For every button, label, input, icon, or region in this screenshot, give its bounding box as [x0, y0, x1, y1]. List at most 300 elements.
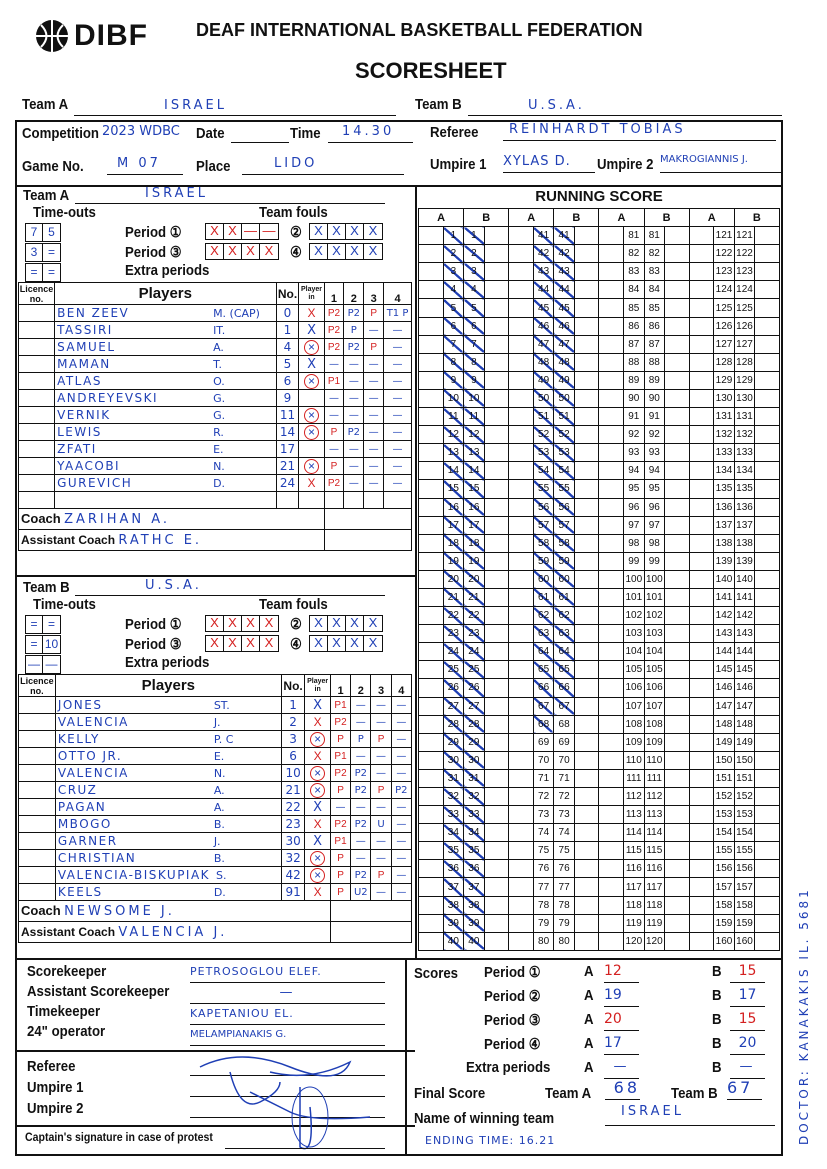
- team-foul-box[interactable]: X: [328, 616, 346, 631]
- score-mark-a[interactable]: [599, 534, 624, 552]
- player-foul[interactable]: —: [384, 475, 412, 492]
- score-mark-a[interactable]: [599, 643, 624, 661]
- score-mark-a[interactable]: [689, 733, 714, 751]
- score-mark-b[interactable]: [665, 751, 690, 769]
- player-foul[interactable]: —: [384, 458, 412, 475]
- score-number-b[interactable]: 28: [464, 715, 485, 733]
- score-number-b[interactable]: 35: [464, 842, 485, 860]
- score-number-b[interactable]: 64: [554, 643, 575, 661]
- score-mark-b[interactable]: [484, 661, 509, 679]
- score-mark-b[interactable]: [484, 462, 509, 480]
- score-mark-b[interactable]: [665, 679, 690, 697]
- score-mark-a[interactable]: [419, 353, 444, 371]
- score-mark-a[interactable]: [599, 661, 624, 679]
- score-mark-a[interactable]: [689, 588, 714, 606]
- player-number[interactable]: 21: [276, 458, 299, 475]
- score-number-b[interactable]: 49: [554, 371, 575, 389]
- player-foul[interactable]: —: [391, 867, 411, 884]
- score-number-b[interactable]: 57: [554, 516, 575, 534]
- score-number-b[interactable]: 156: [734, 860, 755, 878]
- score-mark-b[interactable]: [574, 444, 599, 462]
- score-mark-a[interactable]: [419, 860, 444, 878]
- score-mark-a[interactable]: [689, 462, 714, 480]
- score-number-a[interactable]: 113: [624, 806, 645, 824]
- licence-cell[interactable]: [19, 390, 55, 407]
- score-mark-a[interactable]: [599, 607, 624, 625]
- player-foul[interactable]: P: [371, 867, 391, 884]
- score-number-a[interactable]: 6: [443, 317, 464, 335]
- score-number-b[interactable]: 11: [464, 408, 485, 426]
- score-number-b[interactable]: 114: [644, 824, 665, 842]
- score-mark-a[interactable]: [599, 480, 624, 498]
- player-in-cell[interactable]: [299, 373, 324, 390]
- score-number-a[interactable]: 152: [714, 788, 735, 806]
- score-number-a[interactable]: 91: [624, 408, 645, 426]
- team-foul-box[interactable]: X: [206, 244, 224, 259]
- score-mark-b[interactable]: [755, 281, 780, 299]
- score-mark-b[interactable]: [574, 552, 599, 570]
- player-in-cell[interactable]: [299, 492, 324, 509]
- score-number-b[interactable]: 136: [734, 498, 755, 516]
- score-number-a[interactable]: 14: [443, 462, 464, 480]
- player-foul[interactable]: P: [371, 731, 391, 748]
- player-foul[interactable]: P: [371, 782, 391, 799]
- score-mark-a[interactable]: [419, 552, 444, 570]
- score-number-a[interactable]: 32: [443, 788, 464, 806]
- score-number-b[interactable]: 9: [464, 371, 485, 389]
- score-mark-a[interactable]: [509, 896, 534, 914]
- score-mark-b[interactable]: [665, 715, 690, 733]
- score-mark-b[interactable]: [665, 534, 690, 552]
- score-number-a[interactable]: 157: [714, 878, 735, 896]
- score-mark-b[interactable]: [755, 625, 780, 643]
- score-number-a[interactable]: 107: [624, 697, 645, 715]
- score-mark-b[interactable]: [484, 516, 509, 534]
- score-mark-b[interactable]: [755, 552, 780, 570]
- score-mark-a[interactable]: [689, 263, 714, 281]
- score-mark-b[interactable]: [665, 498, 690, 516]
- player-foul[interactable]: P2: [324, 305, 344, 322]
- player-number[interactable]: 11: [276, 407, 299, 424]
- score-mark-a[interactable]: [509, 733, 534, 751]
- score-mark-b[interactable]: [665, 733, 690, 751]
- player-name-cell[interactable]: [55, 714, 281, 731]
- score-mark-b[interactable]: [574, 389, 599, 407]
- score-number-a[interactable]: 22: [443, 607, 464, 625]
- score-number-b[interactable]: 103: [644, 625, 665, 643]
- score-mark-a[interactable]: [509, 227, 534, 245]
- score-mark-b[interactable]: [755, 643, 780, 661]
- player-foul[interactable]: P: [330, 850, 350, 867]
- player-foul[interactable]: —: [391, 850, 411, 867]
- score-mark-a[interactable]: [599, 570, 624, 588]
- score-mark-a[interactable]: [509, 751, 534, 769]
- score-number-b[interactable]: 152: [734, 788, 755, 806]
- player-number[interactable]: 1: [281, 697, 304, 714]
- score-number-a[interactable]: 54: [533, 462, 554, 480]
- licence-cell[interactable]: [19, 424, 55, 441]
- player-name-cell[interactable]: [55, 816, 281, 833]
- licence-cell[interactable]: [19, 867, 56, 884]
- score-mark-a[interactable]: [599, 625, 624, 643]
- team-foul-box[interactable]: X: [224, 224, 242, 239]
- score-mark-a[interactable]: [509, 842, 534, 860]
- score-mark-b[interactable]: [574, 643, 599, 661]
- score-number-b[interactable]: 38: [464, 896, 485, 914]
- score-number-a[interactable]: 20: [443, 570, 464, 588]
- score-number-a[interactable]: 119: [624, 914, 645, 932]
- score-number-b[interactable]: 67: [554, 697, 575, 715]
- score-mark-a[interactable]: [599, 516, 624, 534]
- score-number-b[interactable]: 145: [734, 661, 755, 679]
- score-mark-b[interactable]: [755, 353, 780, 371]
- score-number-a[interactable]: 78: [533, 896, 554, 914]
- player-foul[interactable]: —: [330, 799, 350, 816]
- score-number-b[interactable]: 24: [464, 643, 485, 661]
- score-number-b[interactable]: 115: [644, 842, 665, 860]
- team-foul-box[interactable]: X: [206, 224, 224, 239]
- score-number-b[interactable]: 122: [734, 245, 755, 263]
- team-foul-box[interactable]: X: [346, 244, 364, 259]
- score-mark-a[interactable]: [419, 480, 444, 498]
- score-mark-b[interactable]: [665, 516, 690, 534]
- score-number-b[interactable]: 18: [464, 534, 485, 552]
- score-mark-b[interactable]: [484, 625, 509, 643]
- player-number[interactable]: 14: [276, 424, 299, 441]
- score-number-b[interactable]: 143: [734, 625, 755, 643]
- player-foul[interactable]: P: [351, 731, 371, 748]
- score-mark-a[interactable]: [509, 371, 534, 389]
- score-mark-b[interactable]: [574, 751, 599, 769]
- licence-cell[interactable]: [19, 697, 56, 714]
- score-mark-a[interactable]: [599, 299, 624, 317]
- player-in-cell[interactable]: [305, 867, 331, 884]
- score-mark-b[interactable]: [484, 371, 509, 389]
- score-number-b[interactable]: 74: [554, 824, 575, 842]
- team-foul-box[interactable]: X: [346, 636, 364, 651]
- score-number-a[interactable]: 131: [714, 408, 735, 426]
- player-foul[interactable]: —: [344, 458, 364, 475]
- score-mark-b[interactable]: [484, 733, 509, 751]
- score-number-a[interactable]: 98: [624, 534, 645, 552]
- score-mark-b[interactable]: [484, 444, 509, 462]
- score-number-a[interactable]: 21: [443, 588, 464, 606]
- score-mark-a[interactable]: [509, 245, 534, 263]
- score-mark-a[interactable]: [509, 806, 534, 824]
- score-mark-a[interactable]: [599, 389, 624, 407]
- player-foul[interactable]: —: [384, 339, 412, 356]
- score-number-a[interactable]: 77: [533, 878, 554, 896]
- score-mark-b[interactable]: [484, 842, 509, 860]
- score-number-b[interactable]: 137: [734, 516, 755, 534]
- score-number-a[interactable]: 79: [533, 914, 554, 932]
- score-number-b[interactable]: 124: [734, 281, 755, 299]
- player-in-cell[interactable]: [299, 339, 324, 356]
- score-mark-b[interactable]: [484, 715, 509, 733]
- score-number-b[interactable]: 75: [554, 842, 575, 860]
- score-number-a[interactable]: 135: [714, 480, 735, 498]
- timeout-box[interactable]: =: [47, 245, 55, 259]
- score-number-a[interactable]: 128: [714, 353, 735, 371]
- player-number[interactable]: 24: [276, 475, 299, 492]
- score-mark-a[interactable]: [509, 788, 534, 806]
- score-number-b[interactable]: 37: [464, 878, 485, 896]
- score-number-b[interactable]: 53: [554, 444, 575, 462]
- score-mark-a[interactable]: [419, 607, 444, 625]
- score-mark-a[interactable]: [419, 245, 444, 263]
- player-name-cell[interactable]: [55, 850, 281, 867]
- score-mark-a[interactable]: [509, 516, 534, 534]
- score-number-a[interactable]: 134: [714, 462, 735, 480]
- score-mark-b[interactable]: [574, 715, 599, 733]
- score-mark-a[interactable]: [689, 389, 714, 407]
- score-number-a[interactable]: 84: [624, 281, 645, 299]
- score-mark-a[interactable]: [509, 914, 534, 932]
- score-number-a[interactable]: 149: [714, 733, 735, 751]
- player-foul[interactable]: P1: [330, 833, 350, 850]
- score-number-a[interactable]: 100: [624, 570, 645, 588]
- score-number-b[interactable]: 139: [734, 552, 755, 570]
- player-number[interactable]: 2: [281, 714, 304, 731]
- licence-cell[interactable]: [19, 356, 55, 373]
- score-number-a[interactable]: 111: [624, 769, 645, 787]
- score-number-a[interactable]: 120: [624, 932, 645, 950]
- score-mark-b[interactable]: [574, 914, 599, 932]
- team-fouls-p3[interactable]: [205, 243, 279, 260]
- score-number-b[interactable]: 45: [554, 299, 575, 317]
- score-number-b[interactable]: 42: [554, 245, 575, 263]
- score-number-a[interactable]: 118: [624, 896, 645, 914]
- score-mark-a[interactable]: [599, 408, 624, 426]
- score-mark-b[interactable]: [574, 462, 599, 480]
- score-mark-a[interactable]: [419, 498, 444, 516]
- score-mark-b[interactable]: [755, 516, 780, 534]
- score-number-b[interactable]: 121: [734, 227, 755, 245]
- player-name-cell[interactable]: [55, 697, 281, 714]
- score-mark-a[interactable]: [509, 697, 534, 715]
- score-number-a[interactable]: 126: [714, 317, 735, 335]
- score-mark-b[interactable]: [484, 570, 509, 588]
- score-mark-b[interactable]: [574, 498, 599, 516]
- team-foul-box[interactable]: X: [242, 636, 260, 651]
- score-mark-a[interactable]: [419, 896, 444, 914]
- score-mark-a[interactable]: [599, 769, 624, 787]
- score-number-b[interactable]: 104: [644, 643, 665, 661]
- player-number[interactable]: 22: [281, 799, 304, 816]
- score-mark-b[interactable]: [574, 371, 599, 389]
- score-mark-a[interactable]: [689, 227, 714, 245]
- score-number-b[interactable]: 78: [554, 896, 575, 914]
- score-number-b[interactable]: 142: [734, 607, 755, 625]
- score-mark-b[interactable]: [665, 462, 690, 480]
- score-mark-b[interactable]: [665, 570, 690, 588]
- score-mark-a[interactable]: [689, 534, 714, 552]
- score-number-b[interactable]: 50: [554, 389, 575, 407]
- score-mark-b[interactable]: [755, 788, 780, 806]
- player-name-cell[interactable]: [55, 390, 276, 407]
- player-foul[interactable]: U: [371, 816, 391, 833]
- score-number-a[interactable]: 106: [624, 679, 645, 697]
- score-number-a[interactable]: 73: [533, 806, 554, 824]
- score-number-b[interactable]: 160: [734, 932, 755, 950]
- player-foul[interactable]: —: [371, 884, 391, 901]
- score-number-b[interactable]: 148: [734, 715, 755, 733]
- score-mark-b[interactable]: [484, 824, 509, 842]
- score-number-b[interactable]: 134: [734, 462, 755, 480]
- score-mark-a[interactable]: [419, 914, 444, 932]
- protest-signature-line[interactable]: [225, 1148, 385, 1149]
- player-in-cell[interactable]: [305, 765, 331, 782]
- score-number-a[interactable]: 57: [533, 516, 554, 534]
- score-number-a[interactable]: 112: [624, 788, 645, 806]
- player-number[interactable]: 10: [281, 765, 304, 782]
- player-in-cell[interactable]: [299, 322, 324, 339]
- team-foul-box[interactable]: X: [328, 224, 346, 239]
- score-number-a[interactable]: 50: [533, 389, 554, 407]
- score-mark-a[interactable]: [509, 335, 534, 353]
- score-number-b[interactable]: 63: [554, 625, 575, 643]
- licence-cell[interactable]: [19, 765, 56, 782]
- score-number-b[interactable]: 86: [644, 317, 665, 335]
- score-mark-b[interactable]: [484, 769, 509, 787]
- score-mark-a[interactable]: [599, 788, 624, 806]
- score-number-b[interactable]: 119: [644, 914, 665, 932]
- score-number-b[interactable]: 12: [464, 426, 485, 444]
- score-mark-b[interactable]: [755, 480, 780, 498]
- player-foul[interactable]: —: [351, 714, 371, 731]
- score-number-b[interactable]: 26: [464, 679, 485, 697]
- score-number-b[interactable]: 39: [464, 914, 485, 932]
- score-mark-b[interactable]: [665, 806, 690, 824]
- player-number[interactable]: 17: [276, 441, 299, 458]
- score-mark-b[interactable]: [574, 625, 599, 643]
- score-mark-b[interactable]: [574, 335, 599, 353]
- team-foul-box[interactable]: X: [264, 635, 274, 650]
- score-mark-b[interactable]: [484, 408, 509, 426]
- licence-cell[interactable]: [19, 850, 56, 867]
- score-number-b[interactable]: 20: [464, 570, 485, 588]
- score-number-a[interactable]: 9: [443, 371, 464, 389]
- score-number-a[interactable]: 101: [624, 588, 645, 606]
- score-number-a[interactable]: 123: [714, 263, 735, 281]
- score-mark-a[interactable]: [689, 426, 714, 444]
- player-foul[interactable]: —: [391, 884, 411, 901]
- licence-cell[interactable]: [19, 339, 55, 356]
- score-number-b[interactable]: 31: [464, 769, 485, 787]
- score-mark-b[interactable]: [574, 227, 599, 245]
- score-number-b[interactable]: 69: [554, 733, 575, 751]
- score-number-b[interactable]: 120: [644, 932, 665, 950]
- player-name-cell[interactable]: [55, 424, 276, 441]
- score-number-a[interactable]: 117: [624, 878, 645, 896]
- score-number-a[interactable]: 37: [443, 878, 464, 896]
- score-mark-a[interactable]: [599, 245, 624, 263]
- score-mark-a[interactable]: [599, 588, 624, 606]
- score-number-b[interactable]: 110: [644, 751, 665, 769]
- score-number-b[interactable]: 52: [554, 426, 575, 444]
- score-number-a[interactable]: 154: [714, 824, 735, 842]
- score-number-a[interactable]: 30: [443, 751, 464, 769]
- score-number-b[interactable]: 127: [734, 335, 755, 353]
- score-number-b[interactable]: 100: [644, 570, 665, 588]
- score-number-a[interactable]: 63: [533, 625, 554, 643]
- score-number-b[interactable]: 154: [734, 824, 755, 842]
- score-mark-b[interactable]: [484, 860, 509, 878]
- licence-cell[interactable]: [19, 782, 56, 799]
- score-mark-b[interactable]: [574, 570, 599, 588]
- player-foul[interactable]: —: [391, 833, 411, 850]
- score-mark-b[interactable]: [574, 932, 599, 950]
- player-number[interactable]: 5: [276, 356, 299, 373]
- score-number-a[interactable]: 58: [533, 534, 554, 552]
- score-number-b[interactable]: 72: [554, 788, 575, 806]
- score-number-b[interactable]: 2: [464, 245, 485, 263]
- score-number-b[interactable]: 33: [464, 806, 485, 824]
- score-mark-b[interactable]: [484, 914, 509, 932]
- licence-cell[interactable]: [19, 714, 56, 731]
- score-mark-b[interactable]: [484, 426, 509, 444]
- score-mark-b[interactable]: [755, 444, 780, 462]
- licence-cell[interactable]: [19, 731, 56, 748]
- score-mark-a[interactable]: [599, 697, 624, 715]
- score-number-a[interactable]: 110: [624, 751, 645, 769]
- score-number-a[interactable]: 64: [533, 643, 554, 661]
- score-number-a[interactable]: 158: [714, 896, 735, 914]
- team-fouls-p2[interactable]: [309, 615, 383, 632]
- score-mark-a[interactable]: [599, 498, 624, 516]
- score-mark-b[interactable]: [484, 353, 509, 371]
- player-foul[interactable]: —: [344, 475, 364, 492]
- score-mark-b[interactable]: [484, 299, 509, 317]
- player-foul[interactable]: —: [351, 748, 371, 765]
- player-foul[interactable]: P: [330, 867, 350, 884]
- score-mark-b[interactable]: [755, 299, 780, 317]
- player-number[interactable]: 6: [276, 373, 299, 390]
- score-mark-a[interactable]: [689, 245, 714, 263]
- player-foul[interactable]: —: [391, 765, 411, 782]
- score-mark-a[interactable]: [599, 462, 624, 480]
- score-mark-a[interactable]: [689, 353, 714, 371]
- score-number-b[interactable]: 158: [734, 896, 755, 914]
- score-number-b[interactable]: 117: [644, 878, 665, 896]
- player-foul[interactable]: —: [391, 748, 411, 765]
- score-mark-a[interactable]: [689, 788, 714, 806]
- score-number-a[interactable]: 40: [443, 932, 464, 950]
- score-number-a[interactable]: 82: [624, 245, 645, 263]
- score-number-b[interactable]: 112: [644, 788, 665, 806]
- score-number-a[interactable]: 2: [443, 245, 464, 263]
- score-mark-b[interactable]: [574, 733, 599, 751]
- licence-cell[interactable]: [19, 407, 55, 424]
- score-mark-b[interactable]: [665, 245, 690, 263]
- score-mark-a[interactable]: [689, 914, 714, 932]
- score-mark-a[interactable]: [419, 806, 444, 824]
- score-mark-a[interactable]: [419, 317, 444, 335]
- score-mark-b[interactable]: [484, 317, 509, 335]
- score-number-b[interactable]: 10: [464, 389, 485, 407]
- score-number-a[interactable]: 31: [443, 769, 464, 787]
- score-number-a[interactable]: 95: [624, 480, 645, 498]
- score-number-a[interactable]: 83: [624, 263, 645, 281]
- score-number-a[interactable]: 92: [624, 426, 645, 444]
- player-foul[interactable]: —: [364, 424, 384, 441]
- score-mark-b[interactable]: [665, 860, 690, 878]
- player-in-cell[interactable]: [305, 731, 331, 748]
- score-mark-b[interactable]: [665, 914, 690, 932]
- score-number-b[interactable]: 66: [554, 679, 575, 697]
- score-mark-a[interactable]: [509, 281, 534, 299]
- timeout-box[interactable]: 10: [44, 637, 59, 651]
